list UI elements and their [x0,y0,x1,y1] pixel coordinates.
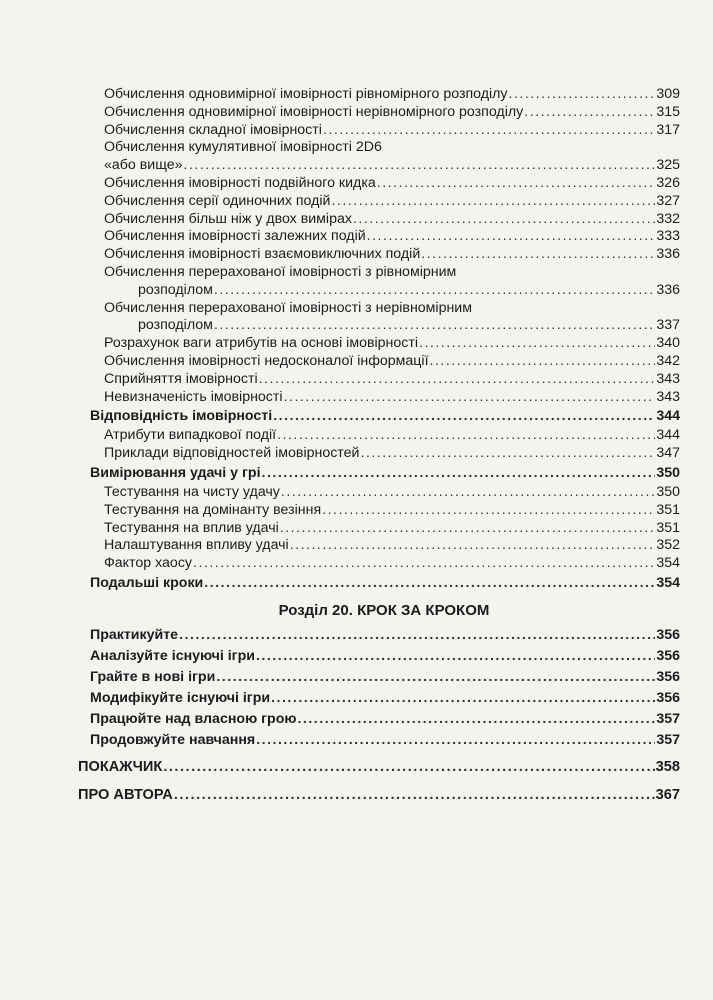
chapter-heading: Розділ 20. КРОК ЗА КРОКОМ [278,601,490,619]
toc-entry-title: Обчислення одновимірної імовірності нерівномірного розподілу [104,103,524,120]
toc-entry-page: 336 [656,281,680,298]
leader-dots [204,573,655,594]
leader-dots [214,317,655,335]
toc-entry-title: Обчислення кумулятивної імовірності 2D6 [104,139,382,156]
toc-entry [78,537,680,555]
leader-dots [256,730,655,751]
toc-entry-page: 317 [656,121,680,138]
leader-dots [280,520,656,538]
toc-part-title: ПОКАЖЧИК [78,758,163,775]
toc-entry-title: Обчислення імовірності залежних подій [104,228,366,245]
leader-dots [322,502,655,520]
toc-section-title: Модифікуйте існуючі ігри [90,689,271,706]
leader-dots [290,537,656,555]
leader-dots [273,406,655,427]
leader-dots [193,555,655,573]
toc-section-title: Працюйте над власною грою [90,710,297,727]
toc-entry-page: 342 [656,352,680,369]
toc-entry [78,157,680,175]
toc-entry-title: Приклади відповідностей імовірностей [104,445,360,462]
toc-section [78,406,680,427]
toc-entry-title: Обчислення складної імовірності [104,121,322,138]
leader-dots [216,667,655,688]
toc-section-page: 350 [656,464,680,481]
toc-entry-title: Тестування на чисту удачу [104,483,280,500]
toc-section-page: 356 [656,689,680,706]
toc-section [78,646,680,667]
toc-section-page: 357 [656,710,680,727]
leader-dots [360,445,655,463]
leader-dots [277,427,655,445]
toc-entry-title: Обчислення одновимірної імовірності рівномірного розподілу [104,86,508,102]
toc-entry-page: 347 [656,445,680,462]
toc-entry-page: 336 [656,246,680,263]
toc-entry [78,122,680,140]
toc-part [78,753,680,781]
toc-entry-page: 340 [656,335,680,352]
toc-section-title: Продовжуйте навчання [90,731,256,748]
toc-entry [78,389,680,407]
toc-entry-page: 333 [656,228,680,245]
toc-entry-page: 315 [656,103,680,120]
toc-entry-title: Атрибути випадкової події [104,427,277,444]
toc-section [78,625,680,646]
toc-section-page: 354 [656,574,680,591]
leader-dots [509,86,656,104]
toc-entry-title-continued: розподілом [138,281,213,298]
toc-section-title: Вимірювання удачі у грі [90,464,261,481]
toc-section-title: Практикуйте [90,626,179,643]
leader-dots [256,646,655,667]
leader-dots [284,389,656,407]
toc-entry-title: Налаштування впливу удачі [104,537,289,554]
leader-dots [421,246,655,264]
toc-entry-title-continued: розподілом [138,317,213,334]
leader-dots [430,353,656,371]
table-of-contents [78,86,680,809]
toc-part-title: ПРО АВТОРА [78,786,173,803]
toc-part-page: 358 [655,758,680,775]
toc-entry-title: Обчислення перерахованої імовірності з рівномірним [104,263,457,280]
leader-dots [297,709,655,730]
toc-section-page: 356 [656,668,680,685]
toc-entry [78,555,680,573]
toc-section-page: 356 [656,626,680,643]
toc-entry-title: Сприйняття імовірності [104,370,258,387]
toc-section-title: Грайте в нові ігри [90,668,216,685]
toc-entry-page: 350 [656,483,680,500]
leader-dots [331,193,655,211]
toc-entry-title: Тестування на вплив удачі [104,519,279,536]
toc-entry [78,484,680,502]
toc-entry [78,371,680,389]
leader-dots [281,484,655,502]
toc-entry-title: Розрахунок ваги атрибутів на основі імовірності [104,335,419,352]
toc-entry-wrapped-line [78,264,680,282]
toc-section-title: Подальші кроки [90,574,204,591]
leader-dots [184,157,656,175]
leader-dots [524,104,655,122]
toc-entry-title: Обчислення імовірності подвійного кидка [104,174,376,191]
toc-entry-title: Обчислення імовірності взаємовиключних подій [104,246,421,263]
toc-entry-page: 351 [656,519,680,536]
toc-entry-wrapped-line [78,300,680,318]
toc-entry [78,502,680,520]
toc-entry-page: 354 [656,555,680,572]
toc-entry [78,282,680,300]
toc-section-title: Аналізуйте існуючі ігри [90,647,255,664]
leader-dots [353,211,655,229]
leader-dots [419,335,655,353]
toc-entry-page: 326 [656,174,680,191]
leader-dots [377,175,656,193]
toc-section [78,688,680,709]
toc-entry [78,86,680,104]
toc-entry-page: 344 [656,427,680,444]
toc-part-page: 367 [655,786,680,803]
toc-entry [78,445,680,463]
toc-entry [78,520,680,538]
toc-entry [78,175,680,193]
toc-entry [78,104,680,122]
toc-entry-title: Обчислення перерахованої імовірності з нерівномірним [104,299,472,316]
toc-entry-page: 309 [656,86,680,102]
toc-entry-page: 332 [656,210,680,227]
toc-entry-page: 343 [656,388,680,405]
toc-entry-title: Фактор хаосу [104,555,193,572]
toc-section-title: Відповідність імовірності [90,408,273,425]
toc-entry [78,211,680,229]
toc-entry-page: 351 [656,501,680,518]
toc-entry-page: 337 [656,317,680,334]
toc-section [78,573,680,594]
toc-section [78,709,680,730]
toc-entry-page: 352 [656,537,680,554]
toc-entry [78,193,680,211]
toc-part [78,781,680,809]
leader-dots [163,753,654,781]
toc-entry [78,335,680,353]
toc-entry-page: 325 [656,157,680,174]
toc-entry-wrapped-line [78,139,680,157]
toc-entry [78,228,680,246]
leader-dots [259,371,656,389]
toc-entry-title: Невизначеність імовірності [104,388,283,405]
toc-entry [78,317,680,335]
leader-dots [262,463,656,484]
leader-dots [323,122,655,140]
toc-entry-title: Тестування на домінанту везіння [104,501,322,518]
leader-dots [179,625,655,646]
toc-entry-title: Обчислення більш ніж у двох вимірах [104,210,352,227]
toc-entry-title-continued: «або вище» [104,157,183,174]
leader-dots [367,228,656,246]
toc-section-page: 344 [656,408,680,425]
toc-entry [78,246,680,264]
toc-entry-page: 327 [656,192,680,209]
leader-dots [214,282,655,300]
toc-entry-title: Обчислення імовірності недосконалої інформації [104,352,429,369]
toc-section-page: 356 [656,647,680,664]
toc-entry [78,427,680,445]
toc-section-page: 357 [656,731,680,748]
toc-entry-page: 343 [656,370,680,387]
leader-dots [174,781,655,809]
toc-section [78,463,680,484]
toc-entry-title: Обчислення серії одиночних подій [104,192,331,209]
toc-section [78,667,680,688]
toc-entry [78,353,680,371]
toc-section [78,730,680,751]
leader-dots [271,688,655,709]
